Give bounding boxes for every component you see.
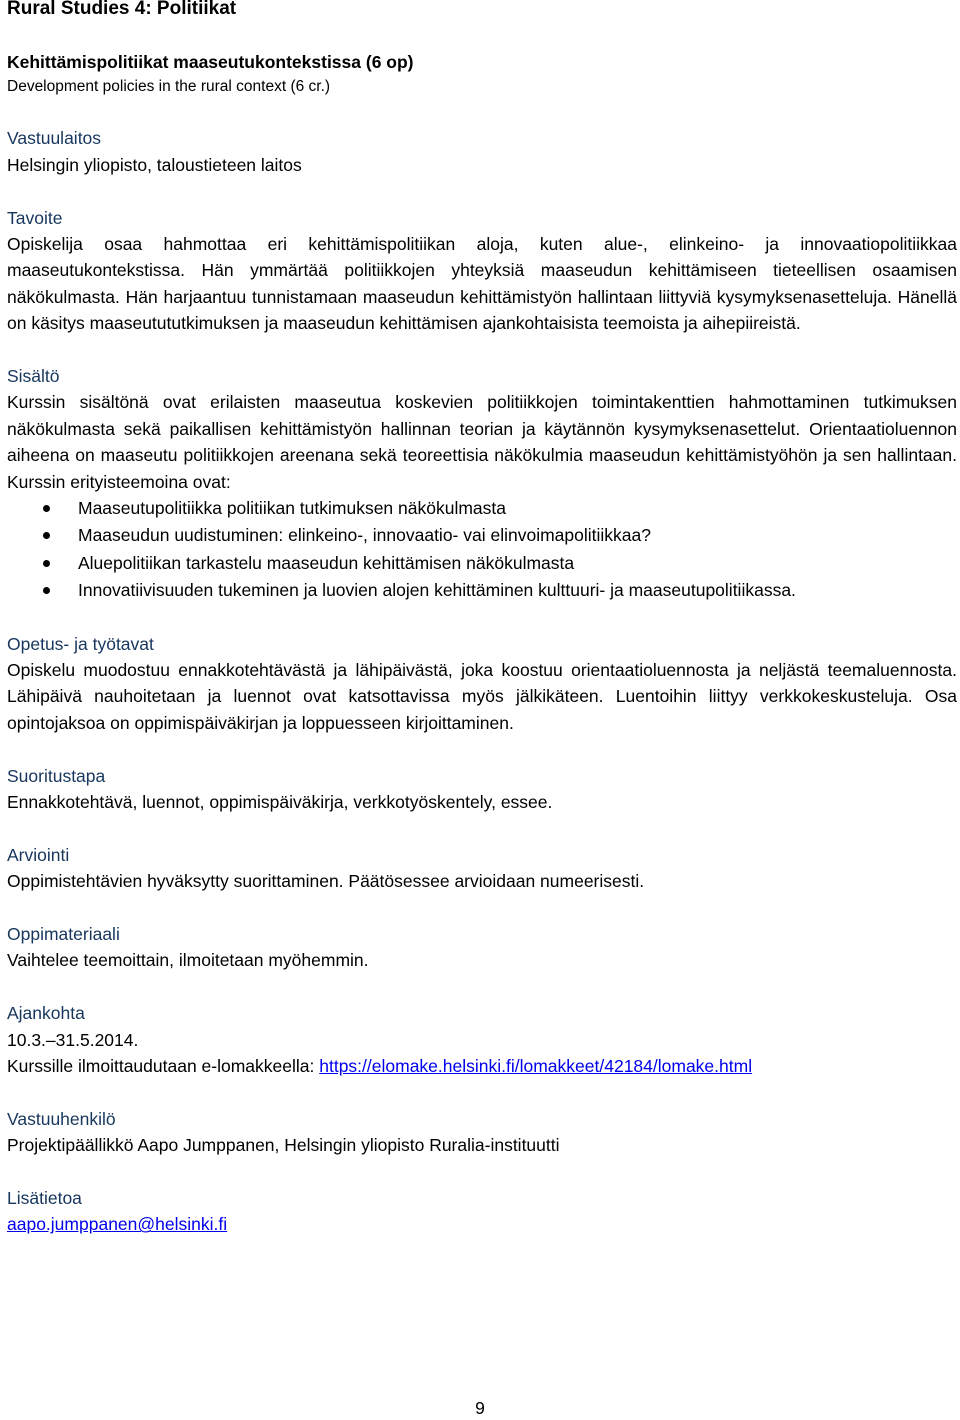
course-title-en: Development policies in the rural context (6 cr.): [7, 78, 331, 95]
course-title-fi: Kehittämispolitiikat maaseutukontekstissa (6 op): [7, 52, 414, 72]
list-item: [7, 495, 957, 522]
page-number: 9: [475, 1398, 485, 1418]
bullet-icon: [43, 505, 50, 512]
section-heading: Sisältö: [7, 366, 60, 387]
section-heading: Vastuuhenkilö: [7, 1108, 116, 1129]
section-text: Vaihtelee teemoittain, ilmoitetaan myöhemmin.: [7, 950, 369, 971]
signup-text: Kurssille ilmoittaudutaan e-lomakkeella:: [7, 1056, 320, 1077]
section-text: Opiskelu muodostuu ennakkotehtävästä ja lähipäivästä, joka koostuu orientaatioluennosta ja neljästä teemaluennosta. Lähipäivä nauhoitetaan ja luennot ovat katsottavissa myös jälkikäteen. Luentoihin liittyy verkkokeskusteluja. Osa opintojaksoa on oppimispäiväkirjan ja loppuesseen kirjoittaminen.: [7, 660, 957, 733]
course-dates: 10.3.–31.5.2014.: [7, 1029, 139, 1050]
section-text: Helsingin yliopisto, taloustieteen laitos: [7, 154, 302, 175]
section-text: Kurssin sisältönä ovat erilaisten maaseutua koskevien politiikkojen toimintakenttien hahmottaminen tutkimuksen näkökulmasta sekä paikallisen kehittämistyön hallinnan teorian ja käytännön kysymyksenasettelut. Orientaatioluennon aiheena on maaseutu politiikkojen areenana sekä teoreettisia näkökulmia maaseudun kehittämistyöhön ja sen hallintaan. Kurssin erityisteemoina ovat:: [7, 392, 957, 492]
section-suoritustapa: [7, 763, 957, 816]
section-text: Projektipäällikkö Aapo Jumppanen, Helsingin yliopisto Ruralia-instituutti: [7, 1135, 560, 1156]
list-item-text: Maaseutupolitiikka politiikan tutkimuksen näkökulmasta: [78, 498, 506, 519]
document-page: [7, 0, 957, 1238]
section-heading: Lisätietoa: [7, 1188, 82, 1209]
section-heading: Suoritustapa: [7, 765, 106, 786]
topic-list: [7, 495, 957, 604]
bullet-icon: [43, 532, 50, 539]
list-item-text: Aluepolitiikan tarkastelu maaseudun kehittämisen näkökulmasta: [78, 552, 575, 573]
document-title: Rural Studies 4: Politiikat: [7, 0, 237, 19]
signup-form-link[interactable]: https://elomake.helsinki.fi/lomakkeet/42184/lomake.html: [319, 1056, 753, 1077]
section-heading: Arviointi: [7, 844, 70, 865]
list-item: [7, 577, 957, 604]
section-sisalto: [7, 363, 957, 604]
section-arviointi: [7, 842, 957, 895]
section-text: Oppimistehtävien hyväksytty suorittaminen. Päätösessee arvioidaan numeerisesti.: [7, 871, 645, 892]
section-heading: Tavoite: [7, 207, 63, 228]
section-heading: Ajankohta: [7, 1003, 85, 1024]
list-item: [7, 550, 957, 577]
section-heading: Oppimateriaali: [7, 924, 120, 945]
list-item-text: Innovatiivisuuden tukeminen ja luovien alojen kehittäminen kulttuuri- ja maaseutupolitiikassa.: [78, 579, 796, 600]
section-text: Opiskelija osaa hahmottaa eri kehittämispolitiikan aloja, kuten alue-, elinkeino- ja innovaatiopolitiikkaa maaseutukontekstissa. Hän ymmärtää politiikkojen yhteyksiä maaseudun kehittämiseen tieteellisen osaamisen näkökulmasta. Hän harjaantuu tunnistamaan maaseudun kehittämistyön hallintaan liittyviä kysymyksenasetteluja. Hänellä on käsitys maaseutututkimuksen ja maaseudun kehittämisen ajankohtaisista teemoista ja aihepiireistä.: [7, 234, 957, 334]
section-opetus: [7, 631, 957, 737]
section-heading: Vastuulaitos: [7, 128, 102, 149]
list-item-text: Maaseudun uudistuminen: elinkeino-, innovaatio- vai elinvoimapolitiikkaa?: [78, 525, 651, 546]
section-lisatietoa: [7, 1185, 957, 1238]
section-ajankohta: [7, 1000, 957, 1079]
section-heading: Opetus- ja työtavat: [7, 633, 154, 654]
contact-email-link[interactable]: aapo.jumppanen@helsinki.fi: [7, 1214, 228, 1235]
section-text: Ennakkotehtävä, luennot, oppimispäiväkirja, verkkotyöskentely, essee.: [7, 792, 553, 813]
bullet-icon: [43, 587, 50, 594]
bullet-icon: [43, 560, 50, 567]
list-item: [7, 522, 957, 549]
signup-line: [7, 1053, 957, 1079]
section-vastuulaitos: [7, 125, 957, 178]
section-oppimateriaali: [7, 921, 957, 974]
section-tavoite: [7, 205, 957, 337]
section-vastuuhenkilo: [7, 1106, 957, 1159]
